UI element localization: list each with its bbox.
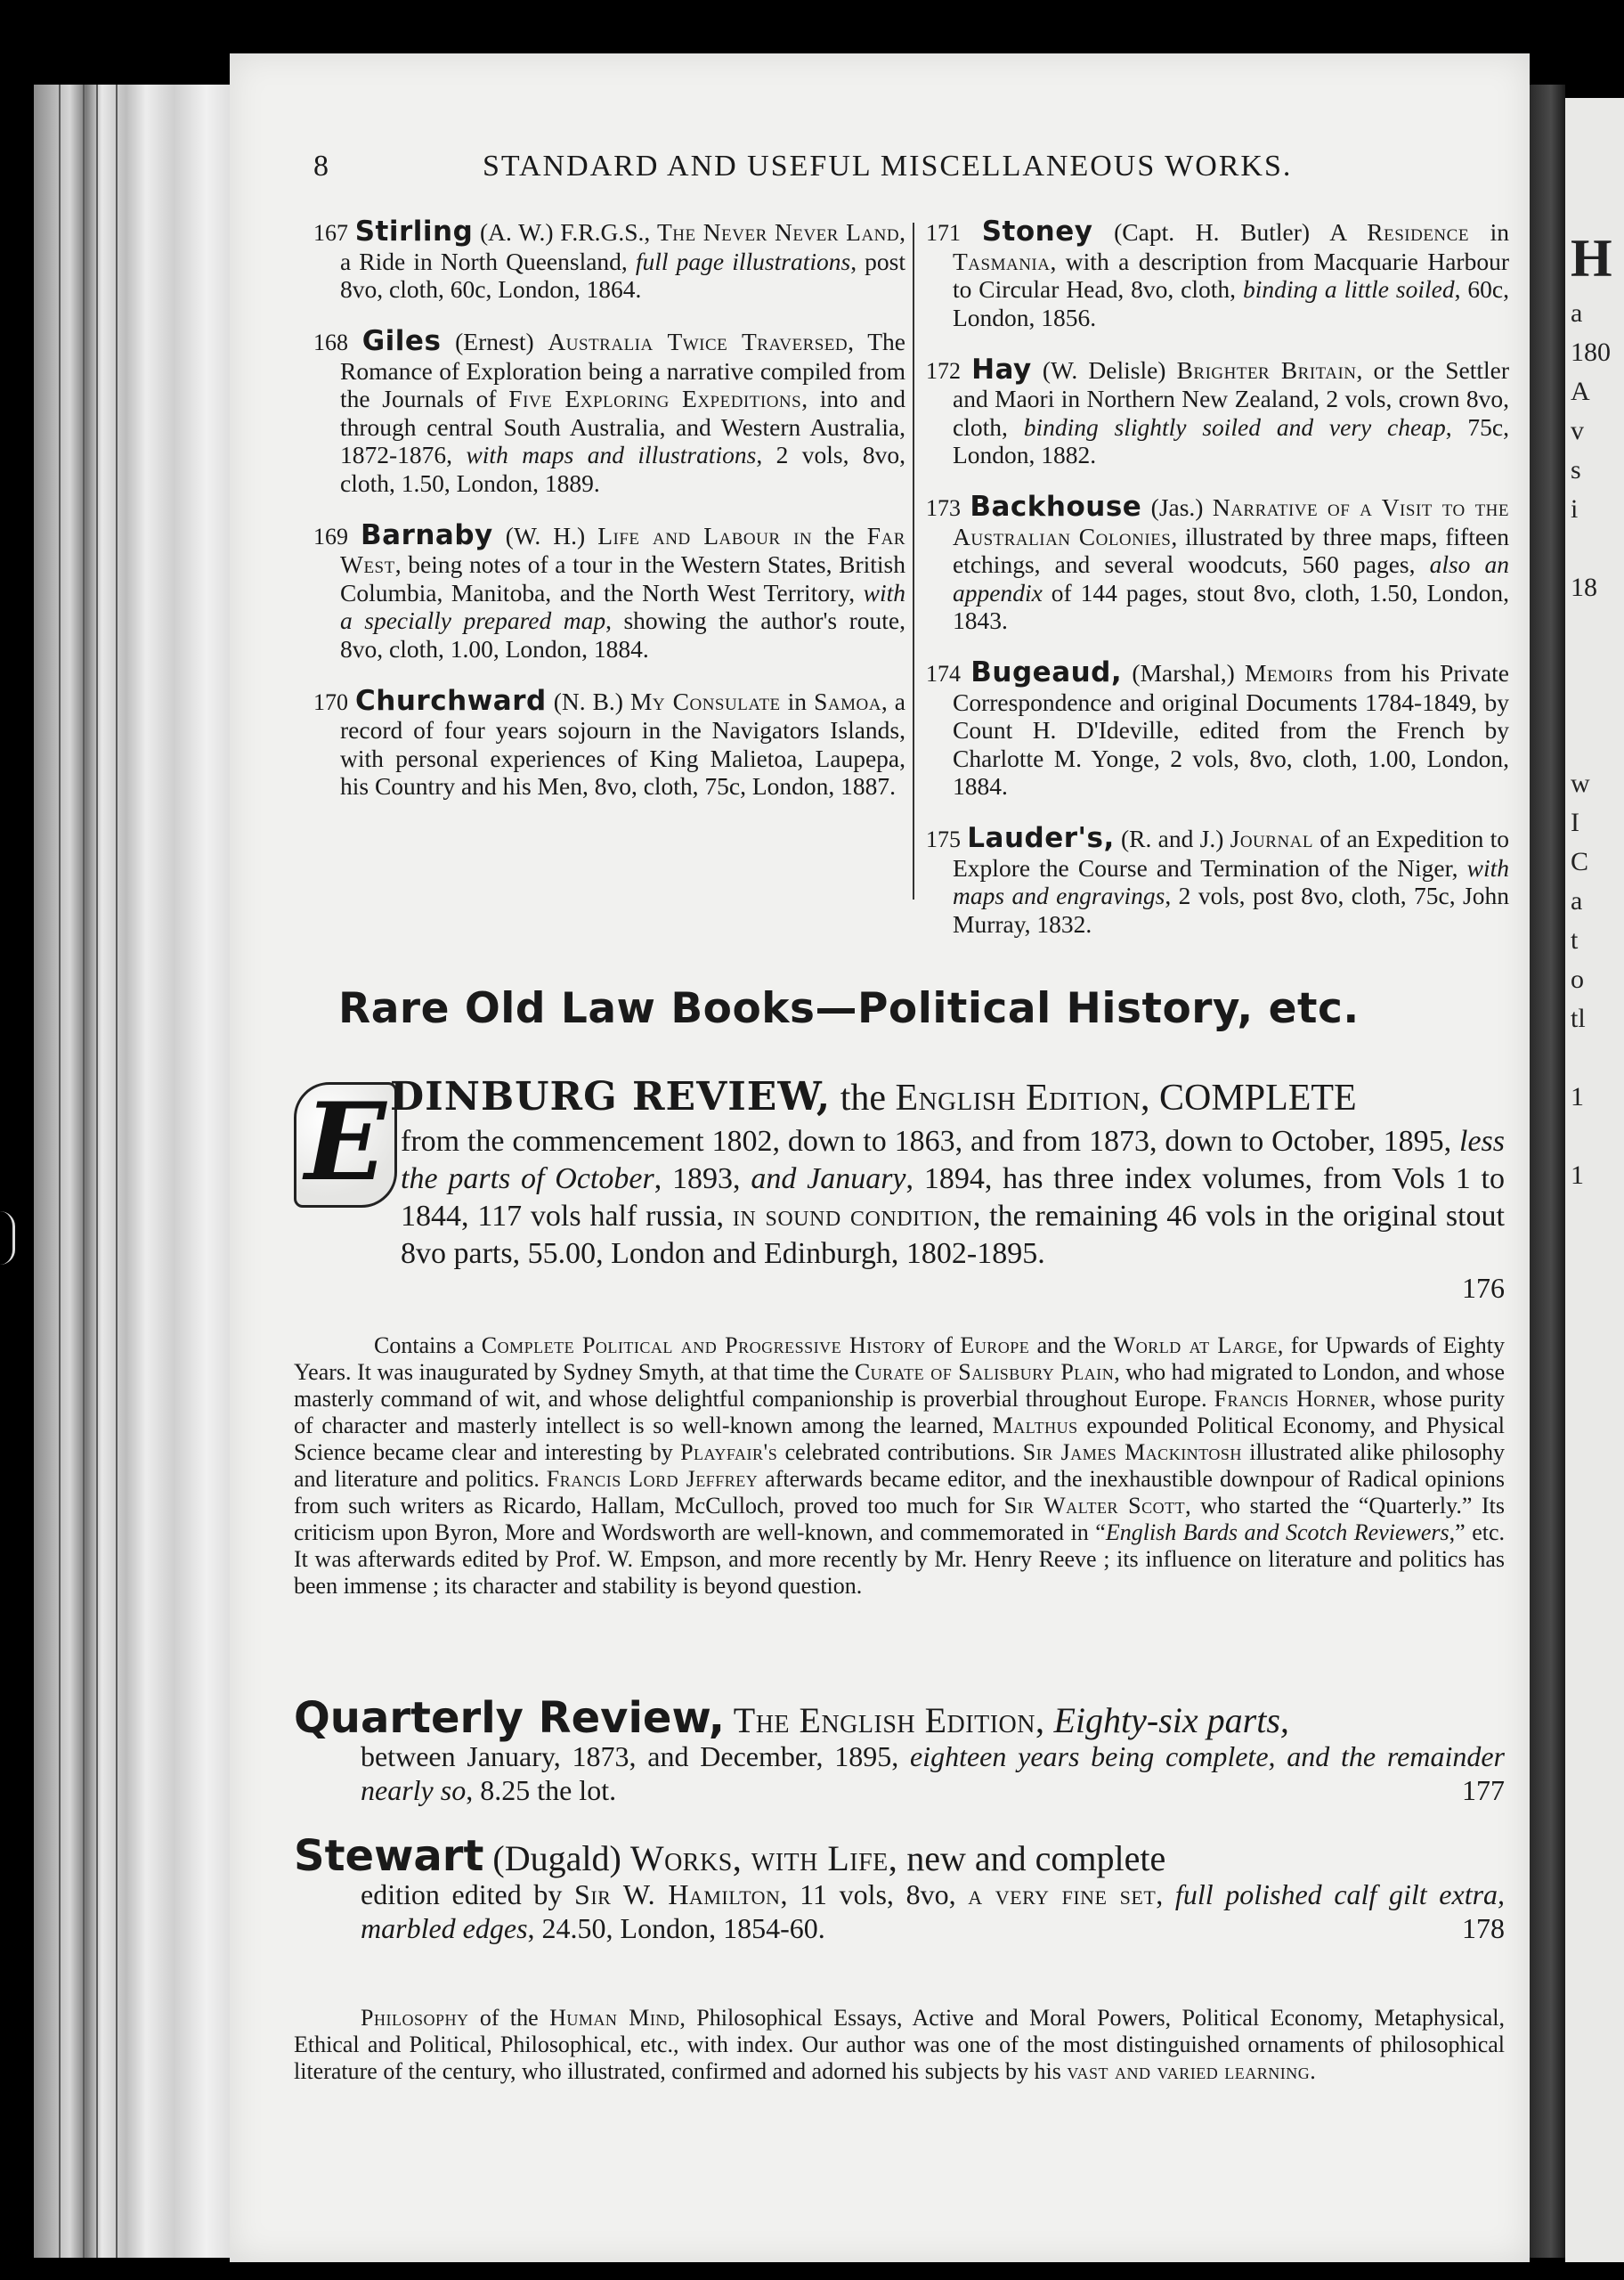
next-page-text	[1565, 1038, 1624, 1078]
edinburgh-lead: DINBURG REVIEW, the English Edition, COMPLETE	[390, 1074, 1357, 1120]
next-page-text	[1565, 529, 1624, 568]
list-item: 167 Stirling (A. W.) F.R.G.S., The Never Never Land, a Ride in North Queensland, full page illustrations, post 8vo, cloth, 60c, London, 1864.	[313, 216, 906, 303]
next-page-text: 180	[1571, 338, 1611, 367]
quarterly-entry: Quarterly Review, The English Edition, Eighty-six parts, between January, 1873, and December, 1895, eighteen years being complete, and the remainder nearly so, 8.25 the lot. 177	[294, 1693, 1506, 1806]
next-page-text	[1565, 1117, 1624, 1156]
section-title: Rare Old Law Books—Political History, etc.	[338, 984, 1360, 1033]
next-page-text: tl	[1571, 1004, 1586, 1033]
page-number: 8	[313, 150, 330, 183]
next-page-text	[1565, 647, 1624, 686]
next-page-text: H	[1571, 229, 1612, 288]
next-page-text	[1565, 686, 1624, 725]
next-page-text: i	[1571, 494, 1579, 524]
quarterly-body: between January, 1873, and December, 1895, eighteen years being complete, and the remainder nearly so, 8.25 the lot. 177	[361, 1740, 1506, 1806]
list-item: 170 Churchward (N. B.) My Consulate in Samoa, a record of four years sojourn in the Navigators Islands, with personal experiences of King Malietoa, Laupepa, his Country and his Men, 8vo, cloth, 75c, London, 1887.	[313, 684, 906, 800]
next-page-text: v	[1571, 416, 1584, 445]
next-page-text: C	[1571, 847, 1589, 876]
list-item: 173 Backhouse (Jas.) Narrative of a Visit to the Australian Colonies, illustrated by three maps, fifteen etchings, and several woodcuts, 560 pages, also an appendix of 144 pages, stout 8vo, cloth, 1.50, London, 1843.	[926, 491, 1510, 634]
edinburgh-text: from the commencement 1802, down to 1863, and from 1873, down to October, 1895, less the parts of October, 1893, and January, 1894, has three index volumes, from Vols 1 to 1844, 117 vols half russia, in sound condition, the remaining 46 vols in the original stout 8vo parts, 55.00, London and Edinburgh, 1802-1895.	[401, 1125, 1506, 1270]
next-page-text: 18	[1571, 573, 1597, 602]
edinburgh-description: Contains a Complete Political and Progressive History of Europe and the World at Large, for Upwards of Eighty Years. It was inaugurated by Sydney Smyth, at that time the Curate of Salisbury Plain, who had migrated to London, and whose masterly command of wit, and whose delightful companionship is proverbial throughout Europe. Francis Horner, whose purity of character and masterly intellect is so well-known among the learned, Malthus expounded Political Economy, and Physical Science became clear and interesting by Playfair's celebrated contributions. Sir James Mackintosh illustrated alike philosophy and literature and politics. Francis Lord Jeffrey afterwards became editor, and the inexhaustible downpour of Radical opinions from such writers as Ricardo, Hallam, McCulloch, proved too much for Sir Walter Scott, who started the “Quarterly.” Its criticism upon Byron, More and Wordsworth are well-known, and commemorated in “English Bards and Scotch Reviewers,” etc. It was afterwards edited by Prof. W. Empson, and more recently by Mr. Henry Reeve ; its influence on literature and politics has been immense ; its character and stability is beyond question.	[294, 1332, 1506, 1599]
next-page-text: 1	[1571, 1160, 1584, 1190]
list-item: 169 Barnaby (W. H.) Life and Labour in the Far West, being notes of a tour in the Western States, British Columbia, Manitoba, and the North West Territory, with a specially prepared map, showing the author's route, 8vo, cloth, 1.00, London, 1884.	[313, 518, 906, 663]
list-item: 175 Lauder's, (R. and J.) Journal of an Expedition to Explore the Course and Termination of the Niger, with maps and engravings, 2 vols, post 8vo, cloth, 75c, John Murray, 1832.	[926, 822, 1509, 938]
stewart-description: Philosophy of the Human Mind, Philosophical Essays, Active and Moral Powers, Political Economy, Metaphysical, Ethical and Political, Philosophical, etc., with index. Our author was one of the most distinguished ornaments of philosophical literature of the century, who illustrated, confirmed and adorned his subjects by his vast and varied learning.	[294, 2005, 1506, 2084]
next-page-text: o	[1571, 965, 1584, 994]
next-page-text	[1565, 725, 1624, 764]
next-page-text: A	[1571, 377, 1590, 406]
stewart-entry: Stewart (Dugald) Works, with Life, new and complete edition edited by Sir W. Hamilton, 11 vols, 8vo, a very fine set, full polished calf gilt extra, marbled edges, 24.50, London, 1854-60. 178	[294, 1831, 1506, 1944]
next-page-text: t	[1571, 925, 1579, 955]
next-page-text: 1	[1571, 1082, 1584, 1112]
running-title: STANDARD AND USEFUL MISCELLANEOUS WORKS.	[483, 150, 1293, 183]
page-stack	[34, 85, 234, 2258]
next-page-fragment	[1565, 98, 1624, 2262]
ornamental-dropcap: E	[294, 1082, 397, 1208]
column-divider	[913, 223, 914, 900]
list-item: 168 Giles (Ernest) Australia Twice Traversed, The Romance of Exploration being a narrative compiled from the Journals of Five Exploring Expeditions, into and through central South Australia, and Western Australia, 1872-1876, with maps and illustrations, 2 vols, 8vo, cloth, 1.50, London, 1889.	[313, 325, 905, 497]
next-page-text: w	[1571, 769, 1590, 798]
next-page-text	[1565, 607, 1624, 647]
next-page-text: I	[1571, 808, 1579, 837]
right-column	[926, 218, 1509, 951]
lot-number: 177	[1462, 1774, 1505, 1806]
lot-number: 178	[1462, 1912, 1505, 1944]
left-column	[313, 218, 905, 814]
stewart-body: edition edited by Sir W. Hamilton, 11 vols, 8vo, a very fine set, full polished calf gilt extra, marbled edges, 24.50, London, 1854-60. 178	[361, 1878, 1506, 1944]
next-page-text: s	[1571, 455, 1581, 484]
page-gutter	[1530, 85, 1565, 2258]
lot-number: 176	[1462, 1272, 1505, 1304]
next-page-text: a	[1571, 298, 1583, 328]
quarterly-headword: Quarterly Review,	[294, 1693, 725, 1743]
list-item: 172 Hay (W. Delisle) Brighter Britain, or the Settler and Maori in Northern New Zealand, 2 vols, crown 8vo, cloth, binding slightly soiled and very cheap, 75c, London, 1882.	[926, 353, 1509, 468]
stewart-headword: Stewart	[294, 1831, 484, 1881]
list-item: 174 Bugeaud, (Marshal,) Memoirs from his Private Correspondence and original Documents 1784-1849, by Count H. D'Ideville, edited from the French by Charlotte M. Yonge, 2 vols, 8vo, cloth, 1.00, London, 1884.	[926, 656, 1509, 800]
list-item: 171 Stoney (Capt. H. Butler) A Residence in Tasmania, with a description from Macquarie Harbour to Circular Head, 8vo, cloth, binding a little soiled, 60c, London, 1856.	[926, 216, 1510, 331]
binding-clip	[0, 1211, 15, 1265]
next-page-text: a	[1571, 886, 1583, 916]
